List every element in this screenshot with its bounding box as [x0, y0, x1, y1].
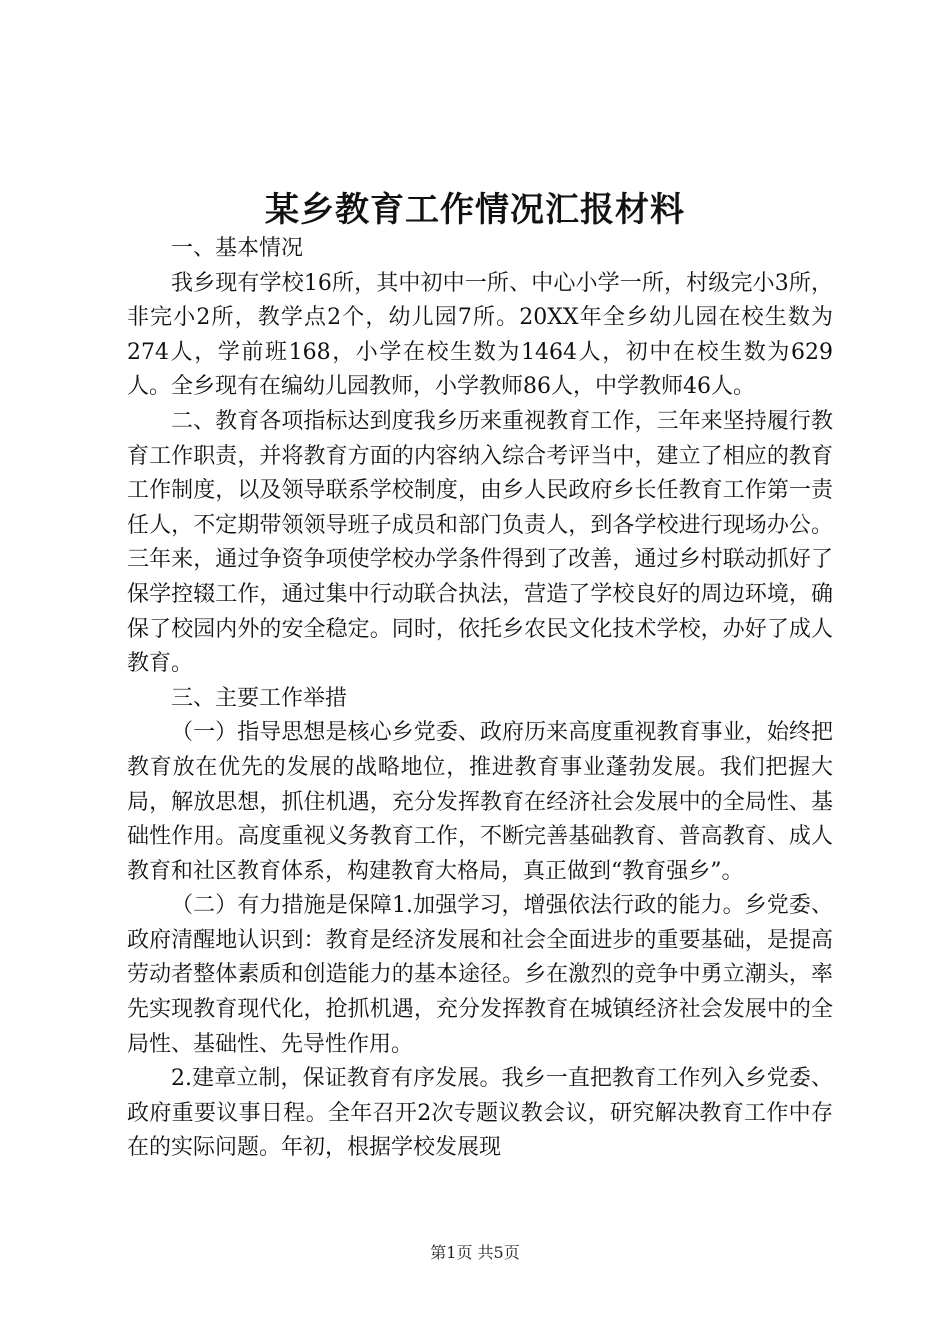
page-footer: 第1页 共5页 — [430, 1243, 520, 1262]
paragraph-regulations: 2.建章立制，保证教育有序发展。我乡一直把教育工作列入乡党委、政府重要议事日程。全年召开2次专题议教会议，研究解决教育工作中存在的实际问题。年初，根据学校发展现 — [127, 1066, 833, 1161]
paragraph-measures: （二）有力措施是保障1.加强学习，增强依法行政的能力。乡党委、政府清醒地认识到：教育是经济发展和社会全面进步的重要基础，是提高劳动者整体素质和创造能力的基本途径。乡在激烈的竞争中勇立潮头，率先实现教育现代化，抢抓机遇，充分发挥教育在城镇经济社会发展中的全局性、基础性、先导性作用。 — [127, 893, 833, 1057]
paragraph-basic-info: 我乡现有学校16所，其中初中一所、中心小学一所，村级完小3所，非完小2所，教学点2个，幼儿园7所。20XX年全乡幼儿园在校生数为274人，学前班168，小学在校生数为1464人，初中在校生数为629人。全乡现有在编幼儿园教师，小学教师86人，中学教师46人。 — [127, 270, 833, 400]
document-body — [127, 232, 833, 1166]
paragraph-guiding-thought: （一）指导思想是核心乡党委、政府历来高度重视教育事业，始终把教育放在优先的发展的战略地位，推进教育事业蓬勃发展。我们把握大局，解放思想，抓住机遇，充分发挥教育在经济社会发展中的全局性、基础性作用。高度重视义务教育工作，不断完善基础教育、普高教育、成人教育和社区教育体系，构建教育大格局，真正做到“教育强乡”。 — [127, 720, 833, 884]
document-title: 某乡教育工作情况汇报材料 — [265, 190, 685, 230]
section-heading-measures: 三、主要工作举措 — [171, 685, 348, 711]
section-heading-basic: 一、基本情况 — [171, 236, 304, 261]
paragraph-indicators: 二、教育各项指标达到度我乡历来重视教育工作，三年来坚持履行教育工作职责，并将教育方面的内容纳入综合考评当中，建立了相应的教育工作制度，以及领导联系学校制度，由乡人民政府乡长任教育工作第一责任人，不定期带领领导班子成员和部门负责人，到各学校进行现场办公。三年来，通过争资争项使学校办学条件得到了改善，通过乡村联动抓好了保学控辍工作，通过集中行动联合执法，营造了学校良好的周边环境，确保了校园内外的安全稳定。同时，依托乡农民文化技术学校，办好了成人教育。 — [127, 408, 833, 677]
